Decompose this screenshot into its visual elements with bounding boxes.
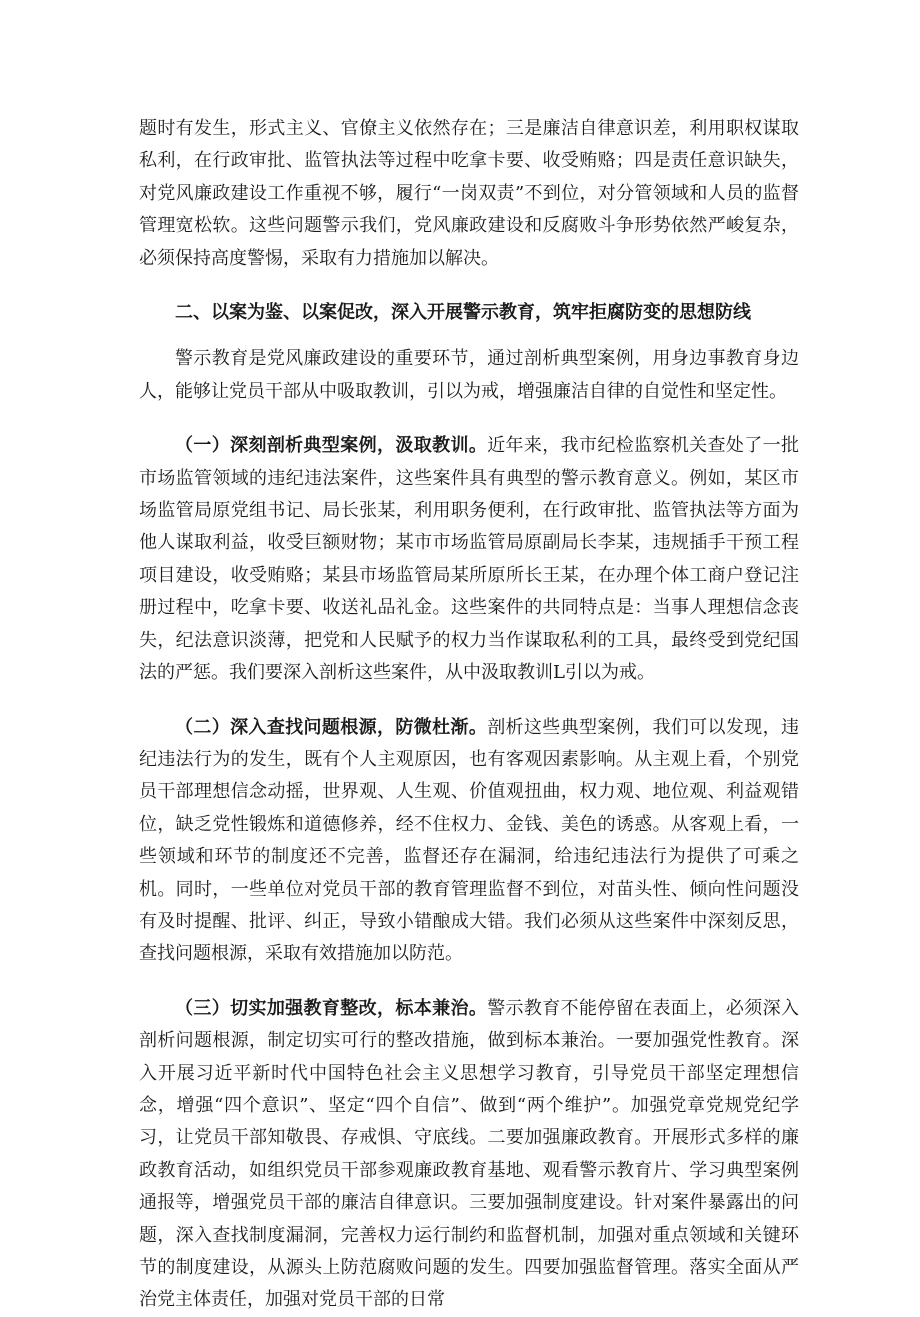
- section-heading: 二、以案为鉴、以案促改，深入开展警示教育，筑牢拒腐防变的思想防线: [175, 302, 751, 324]
- document-body: [139, 113, 799, 1317]
- subsection-body-3: 警示教育不能停留在表面上，必须深入剖析问题根源，制定切实可行的整改措施，做到标本兼治。一要加强党性教育。深入开展习近平新时代中国特色社会主义思想学习教育，引导党员干部坚定理想信念，增强“四个意识”、坚定“四个自信”、做到“两个维护”。加强党章党规党纪学习，让党员干部知敬畏、存戒惧、守底线。二要加强廉政教育。开展形式多样的廉政教育活动，如组织党员干部参观廉政教育基地、观看警示教育片、学习典型案例通报等，增强党员干部的廉洁自律意识。三要加强制度建设。针对案件暴露出的问题，深入查找制度漏洞，完善权力运行制约和监督机制，加强对重点领域和关键环节的制度建设，从源头上防范腐败问题的发生。四要加强监督管理。落实全面从严治党主体责任，加强对党员干部的日常: [139, 997, 800, 1311]
- subsection-paragraph-2: [139, 712, 799, 971]
- subsection-lead-1: （一）深刻剖析典型案例，汲取教训。: [175, 435, 488, 457]
- subsection-body-2: 剖析这些典型案例，我们可以发现，违纪违法行为的发生，既有个人主观原因，也有客观因素影响。从主观上看，个别党员干部理想信念动摇，世界观、人生观、价值观扭曲，权力观、地位观、利益观错位，缺乏党性锻炼和道德修养，经不住权力、金钱、美色的诱惑。从客观上看，一些领域和环节的制度还不完善，监督还存在漏洞，给违纪违法行为提供了可乘之机。同时，一些单位对党员干部的教育管理监督不到位，对苗头性、倾向性问题没有及时提醒、批评、纠正，导致小错酿成大错。我们必须从这些案件中深刻反思，查找问题根源，采取有效措施加以防范。: [139, 716, 800, 965]
- subsection-lead-2: （二）深入查找问题根源，防微杜渐。: [175, 716, 488, 738]
- subsection-paragraph-3: [139, 993, 799, 1317]
- subsection-paragraph-1: [139, 430, 799, 689]
- intro-paragraph: 题时有发生，形式主义、官僚主义依然存在；三是廉洁自律意识差，利用职权谋取私利，在行政审批、监管执法等过程中吃拿卡要、收受贿赂；四是责任意识缺失，对党风廉政建设工作重视不够，履行“一岗双责”不到位，对分管领域和人员的监督管理宽松软。这些问题警示我们，党风廉政建设和反腐败斗争形势依然严峻复杂，必须保持高度警惕，采取有力措施加以解决。: [139, 118, 799, 269]
- subsection-lead-3: （三）切实加强教育整改，标本兼治。: [175, 997, 488, 1019]
- subsection-body-1: 近年来，我市纪检监察机关查处了一批市场监管领域的违纪违法案件，这些案件具有典型的警示教育意义。例如，某区市场监管局原党组书记、局长张某，利用职务便利，在行政审批、监管执法等方面为他人谋取利益，收受巨额财物；某市市场监管局原副局长李某，违规插手干预工程项目建设，收受贿赂；某县市场监管局某所原所长王某，在办理个体工商户登记注册过程中，吃拿卡要、收送礼品礼金。这些案件的共同特点是：当事人理想信念丧失，纪法意识淡薄，把党和人民赋予的权力当作谋取私利的工具，最终受到党纪国法的严惩。我们要深入剖析这些案件，从中汲取教训L引以为戒。: [139, 435, 800, 684]
- section-intro-paragraph: 警示教育是党风廉政建设的重要环节，通过剖析典型案例，用身边事教育身边人，能够让党员干部从中吸取教训，引以为戒，增强廉洁自律的自觉性和坚定性。: [139, 348, 799, 402]
